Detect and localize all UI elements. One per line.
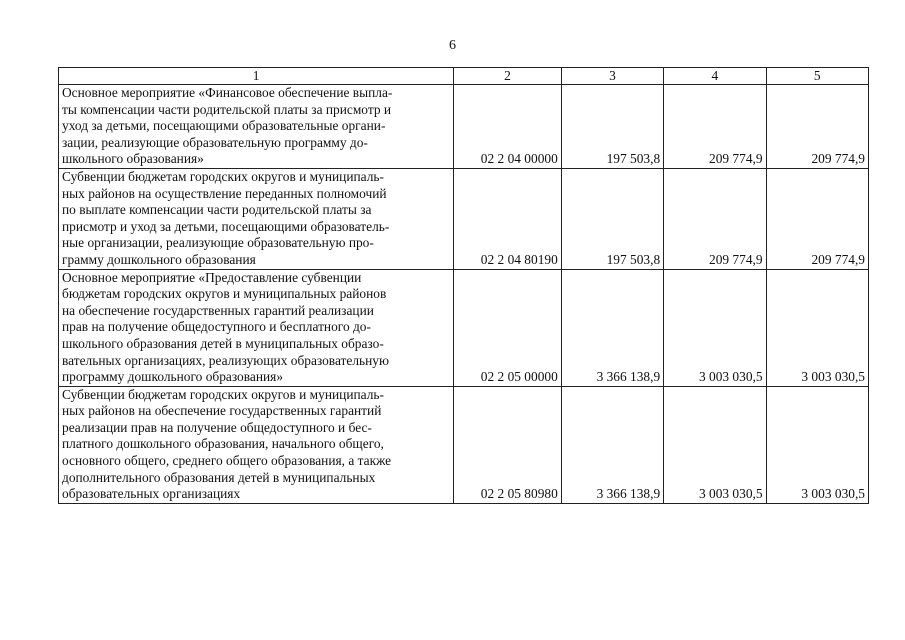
row-description: Основное мероприятие «Предоставление субвенции бюджетам городских округов и муниципальных районов на обеспечение государственных гарантий реализации прав на получение общедоступного и бесплатного до- школьного образования детей в муниципальных образо- вательных организациях, реализующих образовательную программу дошкольного образования» (59, 269, 454, 386)
table-row (59, 85, 869, 169)
row-code: 02 2 04 80190 (454, 168, 562, 269)
column-header-3: 3 (561, 68, 663, 85)
row-value-col3: 3 366 138,9 (561, 269, 663, 386)
column-header-5: 5 (766, 68, 868, 85)
row-value-col3: 197 503,8 (561, 85, 663, 169)
page-number: 6 (449, 38, 456, 53)
row-value-col5: 209 774,9 (766, 85, 868, 169)
row-value-col3: 197 503,8 (561, 168, 663, 269)
row-description: Субвенции бюджетам городских округов и муниципаль- ных районов на обеспечение государственных гарантий реализации прав на получение общедоступного и бес- платного дошкольного образования, начального общего, основного общего, среднего общего образования, а также дополнительного образования детей в муниципальных образовательных организациях (59, 386, 454, 503)
row-value-col4: 3 003 030,5 (664, 269, 766, 386)
row-value-col3: 3 366 138,9 (561, 386, 663, 503)
row-value-col5: 3 003 030,5 (766, 269, 868, 386)
table-row (59, 386, 869, 503)
row-value-col5: 3 003 030,5 (766, 386, 868, 503)
row-code: 02 2 05 00000 (454, 269, 562, 386)
row-code: 02 2 04 00000 (454, 85, 562, 169)
row-code: 02 2 05 80980 (454, 386, 562, 503)
row-value-col5: 209 774,9 (766, 168, 868, 269)
column-header-4: 4 (664, 68, 766, 85)
column-header-2: 2 (454, 68, 562, 85)
table-row (59, 168, 869, 269)
row-value-col4: 3 003 030,5 (664, 386, 766, 503)
row-description: Основное мероприятие «Финансовое обеспечение выпла- ты компенсации части родительской платы за присмотр и уход за детьми, посещающими образовательные органи- зации, реализующие образовательную программу до- школьного образования» (59, 85, 454, 169)
table-header-row (59, 68, 869, 85)
column-header-1: 1 (59, 68, 454, 85)
budget-table (58, 67, 869, 504)
row-value-col4: 209 774,9 (664, 168, 766, 269)
row-description: Субвенции бюджетам городских округов и муниципаль- ных районов на осуществление переданных полномочий по выплате компенсации части родительской платы за присмотр и уход за детьми, посещающими образователь- ные организации, реализующие образовательную про- грамму дошкольного образования (59, 168, 454, 269)
table-row (59, 269, 869, 386)
row-value-col4: 209 774,9 (664, 85, 766, 169)
